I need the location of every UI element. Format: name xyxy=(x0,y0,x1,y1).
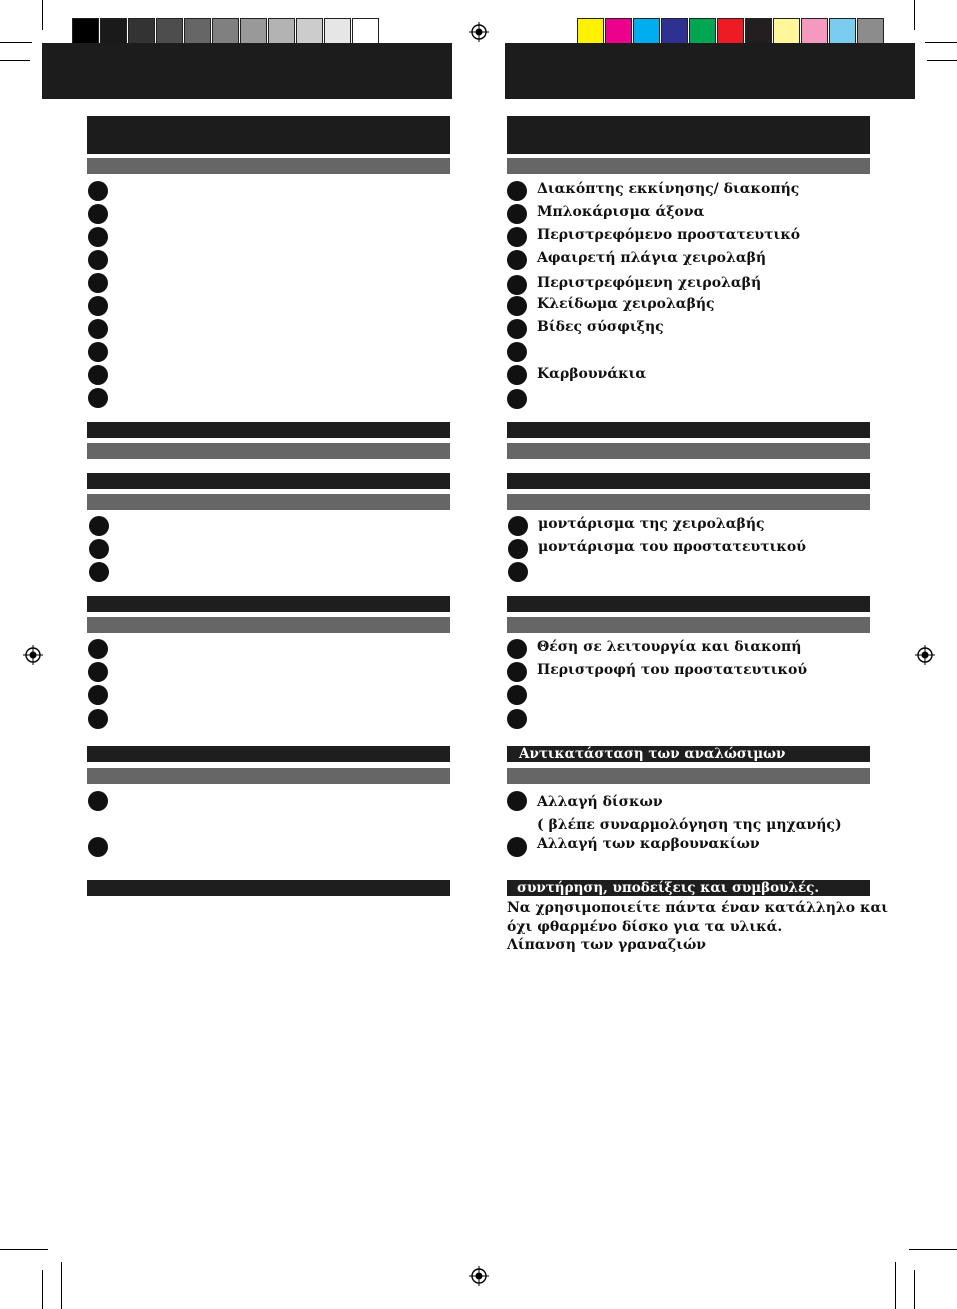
right-section-subbar xyxy=(507,494,870,510)
bullet-icon xyxy=(88,227,108,247)
color-swatch xyxy=(745,18,772,45)
bullet-icon xyxy=(507,342,527,362)
left-section-subbar xyxy=(87,443,450,459)
bullet-icon xyxy=(89,539,109,559)
color-swatch xyxy=(661,18,688,45)
gray-swatch xyxy=(212,18,239,45)
bullet-icon xyxy=(88,685,108,705)
bullet-icon xyxy=(507,319,527,339)
bullet-icon xyxy=(88,791,108,811)
crop-mark xyxy=(42,0,43,30)
bullet-icon xyxy=(507,365,527,385)
color-swatch xyxy=(829,18,856,45)
registration-mark-icon xyxy=(23,645,43,665)
bullet-icon xyxy=(507,204,527,224)
right-section-subbar xyxy=(507,443,870,459)
registration-mark-icon xyxy=(469,1266,489,1286)
color-swatch xyxy=(857,18,884,45)
bullet-icon xyxy=(88,319,108,339)
bullet-icon xyxy=(88,250,108,270)
bullet-icon xyxy=(508,539,528,559)
crop-mark xyxy=(909,1249,957,1250)
right-section-subbar xyxy=(507,617,870,633)
right-section-subbar xyxy=(507,768,870,784)
bullet-icon xyxy=(507,296,527,316)
operation-list-item: Περιστροφή του προστατευτικού xyxy=(537,662,808,678)
gray-swatch xyxy=(128,18,155,45)
parts-list-item: Μπλοκάρισμα άξονα xyxy=(537,204,705,220)
bullet-icon xyxy=(88,204,108,224)
bullet-icon xyxy=(88,662,108,682)
parts-list-item: Κλείδωμα χειρολαβής xyxy=(537,296,715,312)
crop-mark xyxy=(914,1270,915,1309)
crop-mark xyxy=(42,1270,43,1309)
crop-mark xyxy=(0,1249,48,1250)
bullet-icon xyxy=(507,709,527,729)
registration-mark-icon xyxy=(915,645,935,665)
bullet-icon xyxy=(507,639,527,659)
color-swatch xyxy=(605,18,632,45)
parts-list-item: Αφαιρετή πλάγια χειρολαβή xyxy=(537,250,767,266)
left-parts-subheader xyxy=(87,158,450,174)
gray-swatch xyxy=(72,18,99,45)
right-section-bar xyxy=(507,473,870,489)
bullet-icon xyxy=(89,562,109,582)
registration-mark-icon xyxy=(469,22,489,42)
consumables-list-item: Αλλαγή των καρβουνακίων xyxy=(537,836,760,852)
parts-list-item: Καρβουνάκια xyxy=(537,366,647,382)
bullet-icon xyxy=(88,388,108,408)
left-section-bar xyxy=(87,596,450,612)
left-section-subbar xyxy=(87,617,450,633)
color-swatch xyxy=(717,18,744,45)
left-section-subbar xyxy=(87,494,450,510)
bullet-icon xyxy=(507,275,527,295)
maintenance-text-line: Λίπανση των γραναζιών xyxy=(507,937,707,953)
color-swatch xyxy=(577,18,604,45)
color-swatch xyxy=(773,18,800,45)
bullet-icon xyxy=(88,365,108,385)
parts-list-item: Περιστρεφόμενο προστατευτικό xyxy=(537,227,801,243)
bullet-icon xyxy=(88,342,108,362)
left-section-bar xyxy=(87,746,450,762)
gray-swatch xyxy=(100,18,127,45)
crop-mark xyxy=(0,60,30,61)
parts-list-item: Περιστρεφόμενη χειρολαβή xyxy=(537,275,762,291)
crop-mark xyxy=(914,0,915,30)
bullet-icon xyxy=(507,227,527,247)
gray-swatch xyxy=(324,18,351,45)
maintenance-text-line: όχι φθαρμένο δίσκο για τα υλικά. xyxy=(507,919,783,935)
operation-list-item: Θέση σε λειτουργία και διακοπή xyxy=(537,639,802,655)
assembly-list-item: μοντάρισμα του προστατευτικού xyxy=(538,539,806,555)
right-header-bar xyxy=(505,43,915,99)
bullet-icon xyxy=(507,837,527,857)
left-header-bar xyxy=(42,43,452,99)
consumables-list-item: Αλλαγή δίσκων xyxy=(537,794,663,810)
parts-list-item: Διακόπτης εκκίνησης/ διακοπής xyxy=(537,181,800,197)
consumables-note: ( βλέπε συναρμολόγηση της μηχανής) xyxy=(537,817,842,833)
right-section-bar xyxy=(507,596,870,612)
color-swatch xyxy=(801,18,828,45)
bullet-icon xyxy=(507,685,527,705)
bullet-icon xyxy=(88,639,108,659)
gray-swatch xyxy=(184,18,211,45)
left-section-bar xyxy=(87,880,450,896)
gray-swatch xyxy=(240,18,267,45)
crop-mark xyxy=(925,42,957,43)
color-swatch xyxy=(633,18,660,45)
gray-swatch xyxy=(156,18,183,45)
bullet-icon xyxy=(89,516,109,536)
parts-list-item: Βίδες σύσφιξης xyxy=(537,319,664,335)
crop-mark xyxy=(61,1262,62,1309)
bullet-icon xyxy=(507,181,527,201)
bullet-icon xyxy=(508,516,528,536)
gray-swatch xyxy=(296,18,323,45)
right-title-bar xyxy=(507,116,870,154)
crop-mark xyxy=(895,1262,896,1309)
bullet-icon xyxy=(507,389,527,409)
bullet-icon xyxy=(507,250,527,270)
bullet-icon xyxy=(88,273,108,293)
bullet-icon xyxy=(507,662,527,682)
bullet-icon xyxy=(508,562,528,582)
left-title-bar xyxy=(87,116,450,154)
gray-swatch xyxy=(352,18,379,45)
crop-mark xyxy=(0,42,32,43)
bullet-icon xyxy=(507,791,527,811)
left-section-bar xyxy=(87,473,450,489)
bullet-icon xyxy=(88,181,108,201)
right-section-bar xyxy=(507,422,870,438)
assembly-list-item: μοντάρισμα της χειρολαβής xyxy=(538,516,765,532)
bullet-icon xyxy=(88,296,108,316)
maintenance-text-line: Να χρησιμοποιείτε πάντα έναν κατάλληλο και xyxy=(507,900,889,916)
crop-mark xyxy=(927,60,957,61)
left-section-bar xyxy=(87,422,450,438)
maintenance-title: συντήρηση, υποδείξεις και συμβουλές. xyxy=(517,880,820,896)
right-parts-subheader xyxy=(507,158,870,174)
consumables-title: Αντικατάσταση των αναλώσιμων xyxy=(519,746,786,762)
bullet-icon xyxy=(88,709,108,729)
gray-swatch xyxy=(268,18,295,45)
left-section-subbar xyxy=(87,768,450,784)
color-swatch xyxy=(689,18,716,45)
bullet-icon xyxy=(88,837,108,857)
